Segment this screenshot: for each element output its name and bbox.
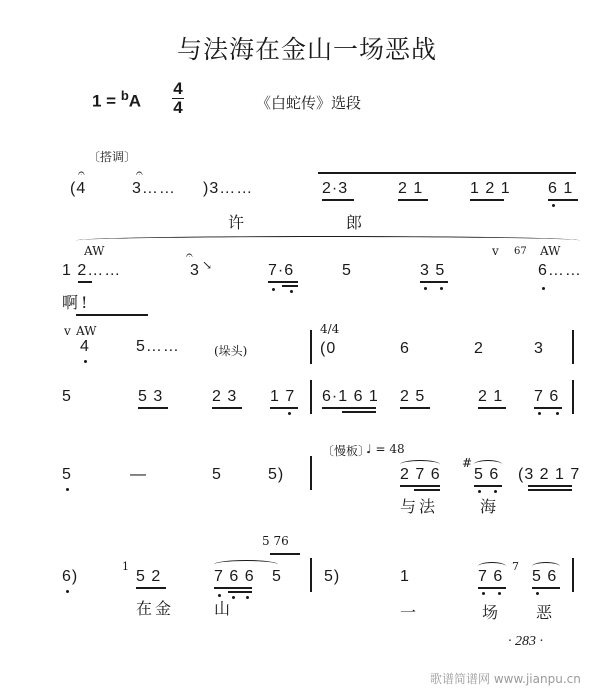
note: 2·3 bbox=[322, 180, 349, 197]
note: 5 bbox=[342, 262, 352, 279]
note: 5 bbox=[62, 388, 72, 405]
underline bbox=[400, 485, 440, 487]
underline bbox=[270, 407, 298, 409]
note: 6…… bbox=[538, 262, 582, 279]
octave-dot bbox=[482, 592, 485, 595]
octave-dot bbox=[440, 287, 443, 290]
note: 1 2…… bbox=[62, 262, 122, 279]
note: 3 5 bbox=[420, 262, 446, 279]
octave-dot bbox=[498, 592, 501, 595]
note: 1 2 1 bbox=[470, 180, 511, 197]
lyric: 郎 bbox=[346, 213, 366, 232]
note: 7 6 6 bbox=[214, 568, 255, 585]
underline bbox=[478, 587, 506, 589]
octave-dot bbox=[536, 592, 539, 595]
underline bbox=[478, 407, 506, 409]
underline bbox=[214, 587, 252, 589]
octave-dot bbox=[288, 412, 291, 415]
page-number: · 283 · bbox=[508, 634, 543, 649]
underline bbox=[534, 407, 562, 409]
note: )3…… bbox=[203, 180, 254, 197]
wave-mark: AW bbox=[540, 244, 561, 258]
lyric: 与法 bbox=[400, 497, 439, 516]
note: 2 3 bbox=[212, 388, 238, 405]
lyric: 山 bbox=[214, 599, 234, 618]
note: 5 2 bbox=[136, 568, 162, 585]
underline bbox=[136, 587, 166, 589]
note: 3…… bbox=[132, 180, 176, 197]
note: 7 6 bbox=[478, 568, 504, 585]
barline bbox=[310, 456, 312, 490]
key-prefix: 1 = bbox=[92, 91, 117, 111]
lyric: 海 bbox=[480, 497, 500, 516]
underline bbox=[414, 489, 440, 491]
tie-line bbox=[76, 314, 148, 316]
lyric: 一 bbox=[400, 603, 420, 622]
underline bbox=[342, 411, 376, 413]
note: 7·6 bbox=[268, 262, 295, 279]
fermata-icon: 𝄐 bbox=[136, 166, 143, 180]
note: 6·1 6 1 bbox=[322, 388, 379, 405]
lyric: 场 bbox=[482, 603, 502, 622]
fermata-icon: 𝄐 bbox=[78, 166, 85, 180]
slur-arrow: ↘ bbox=[202, 258, 213, 272]
octave-dot bbox=[290, 290, 293, 293]
barline bbox=[310, 330, 312, 364]
note: 5 6 bbox=[532, 568, 558, 585]
underline bbox=[270, 553, 300, 555]
barline bbox=[310, 558, 312, 592]
underline bbox=[532, 587, 560, 589]
lyric: 恶 bbox=[536, 603, 556, 622]
meter-top: 4 bbox=[173, 79, 183, 98]
octave-dot bbox=[538, 412, 541, 415]
octave-dot bbox=[84, 360, 87, 363]
lyric: 在金 bbox=[136, 599, 175, 618]
key-note: A bbox=[128, 91, 142, 111]
note: 4 bbox=[80, 338, 90, 355]
note: 7 6 bbox=[534, 388, 560, 405]
lyric: 许 bbox=[228, 213, 248, 232]
underline bbox=[470, 199, 504, 201]
underline bbox=[138, 407, 168, 409]
barline bbox=[310, 380, 312, 414]
note: 5 3 bbox=[138, 388, 164, 405]
underline bbox=[528, 485, 572, 487]
note: 3 bbox=[534, 340, 544, 357]
note: (3 2 1 7 bbox=[518, 466, 581, 483]
wave-mark: AW bbox=[76, 324, 97, 338]
octave-dot bbox=[556, 412, 559, 415]
underline bbox=[548, 199, 578, 201]
flat-sign: b bbox=[120, 88, 129, 103]
barline bbox=[572, 330, 574, 364]
watermark: 歌谱简谱网 www.jianpu.cn bbox=[430, 672, 581, 686]
note: 2 1 bbox=[478, 388, 504, 405]
octave-dot bbox=[66, 590, 69, 593]
note: 2 1 bbox=[398, 180, 424, 197]
underline bbox=[528, 489, 572, 491]
grace-note: 7 bbox=[512, 560, 519, 573]
wave-mark: AW bbox=[84, 244, 105, 258]
note: 5) bbox=[268, 466, 285, 483]
meter-change: 4/4 bbox=[320, 322, 340, 336]
underline bbox=[420, 281, 448, 283]
tie-line bbox=[318, 172, 576, 174]
tempo-label: 〔慢板〕 bbox=[322, 444, 371, 458]
octave-dot bbox=[494, 490, 497, 493]
octave-dot bbox=[552, 204, 555, 207]
barline bbox=[572, 558, 574, 592]
tempo-mark: ♩ = 48 bbox=[366, 442, 405, 456]
octave-dot bbox=[66, 488, 69, 491]
underline bbox=[282, 285, 298, 287]
note: 5…… bbox=[136, 338, 180, 355]
note: 2 7 6 bbox=[400, 466, 441, 483]
underline bbox=[322, 407, 376, 409]
underline bbox=[400, 407, 430, 409]
fermata-icon: 𝄐 bbox=[186, 248, 193, 262]
sharp-sign: # bbox=[462, 456, 473, 470]
grace-note: 5 76 bbox=[262, 534, 289, 548]
note: 2 5 bbox=[400, 388, 426, 405]
note: 1 bbox=[400, 568, 410, 585]
note: 6 bbox=[400, 340, 410, 357]
note: 5 6 bbox=[474, 466, 500, 483]
octave-dot bbox=[542, 287, 545, 290]
breath-mark: v bbox=[492, 244, 499, 258]
underline bbox=[212, 407, 242, 409]
octave-dot bbox=[246, 596, 249, 599]
underline bbox=[322, 199, 354, 201]
note: 5 bbox=[212, 466, 222, 483]
note: 5 bbox=[62, 466, 72, 483]
underline bbox=[228, 591, 252, 593]
meter-bottom: 4 bbox=[173, 98, 183, 117]
time-signature bbox=[172, 80, 184, 117]
octave-dot bbox=[424, 287, 427, 290]
octave-dot bbox=[478, 490, 481, 493]
note: (0 bbox=[320, 340, 337, 357]
note: 2 bbox=[474, 340, 484, 357]
source-caption: 《白蛇传》选段 bbox=[256, 94, 362, 112]
barline bbox=[572, 380, 574, 414]
note: 1 7 bbox=[270, 388, 296, 405]
underline bbox=[398, 199, 428, 201]
tie-arc bbox=[76, 236, 580, 245]
note: (4 bbox=[70, 180, 87, 197]
underline bbox=[474, 485, 502, 487]
breath-mark: v bbox=[64, 324, 71, 338]
underline bbox=[268, 281, 298, 283]
note: 5 bbox=[272, 568, 282, 585]
note: 6) bbox=[62, 568, 79, 585]
note: 6 1 bbox=[548, 180, 574, 197]
lyric: 啊! bbox=[62, 293, 91, 312]
grace-note: 67 bbox=[514, 246, 527, 257]
page-title: 与法海在金山一场恶战 bbox=[176, 35, 437, 64]
note: — bbox=[130, 466, 147, 483]
octave-dot bbox=[272, 288, 275, 291]
section-label: (垛头) bbox=[214, 344, 248, 358]
intro-label: 〔搭调〕 bbox=[88, 150, 137, 164]
underline bbox=[78, 281, 92, 283]
note: 3 bbox=[190, 262, 200, 279]
grace-note: 1 bbox=[122, 560, 129, 573]
note: 5) bbox=[324, 568, 341, 585]
key-signature bbox=[92, 88, 141, 112]
